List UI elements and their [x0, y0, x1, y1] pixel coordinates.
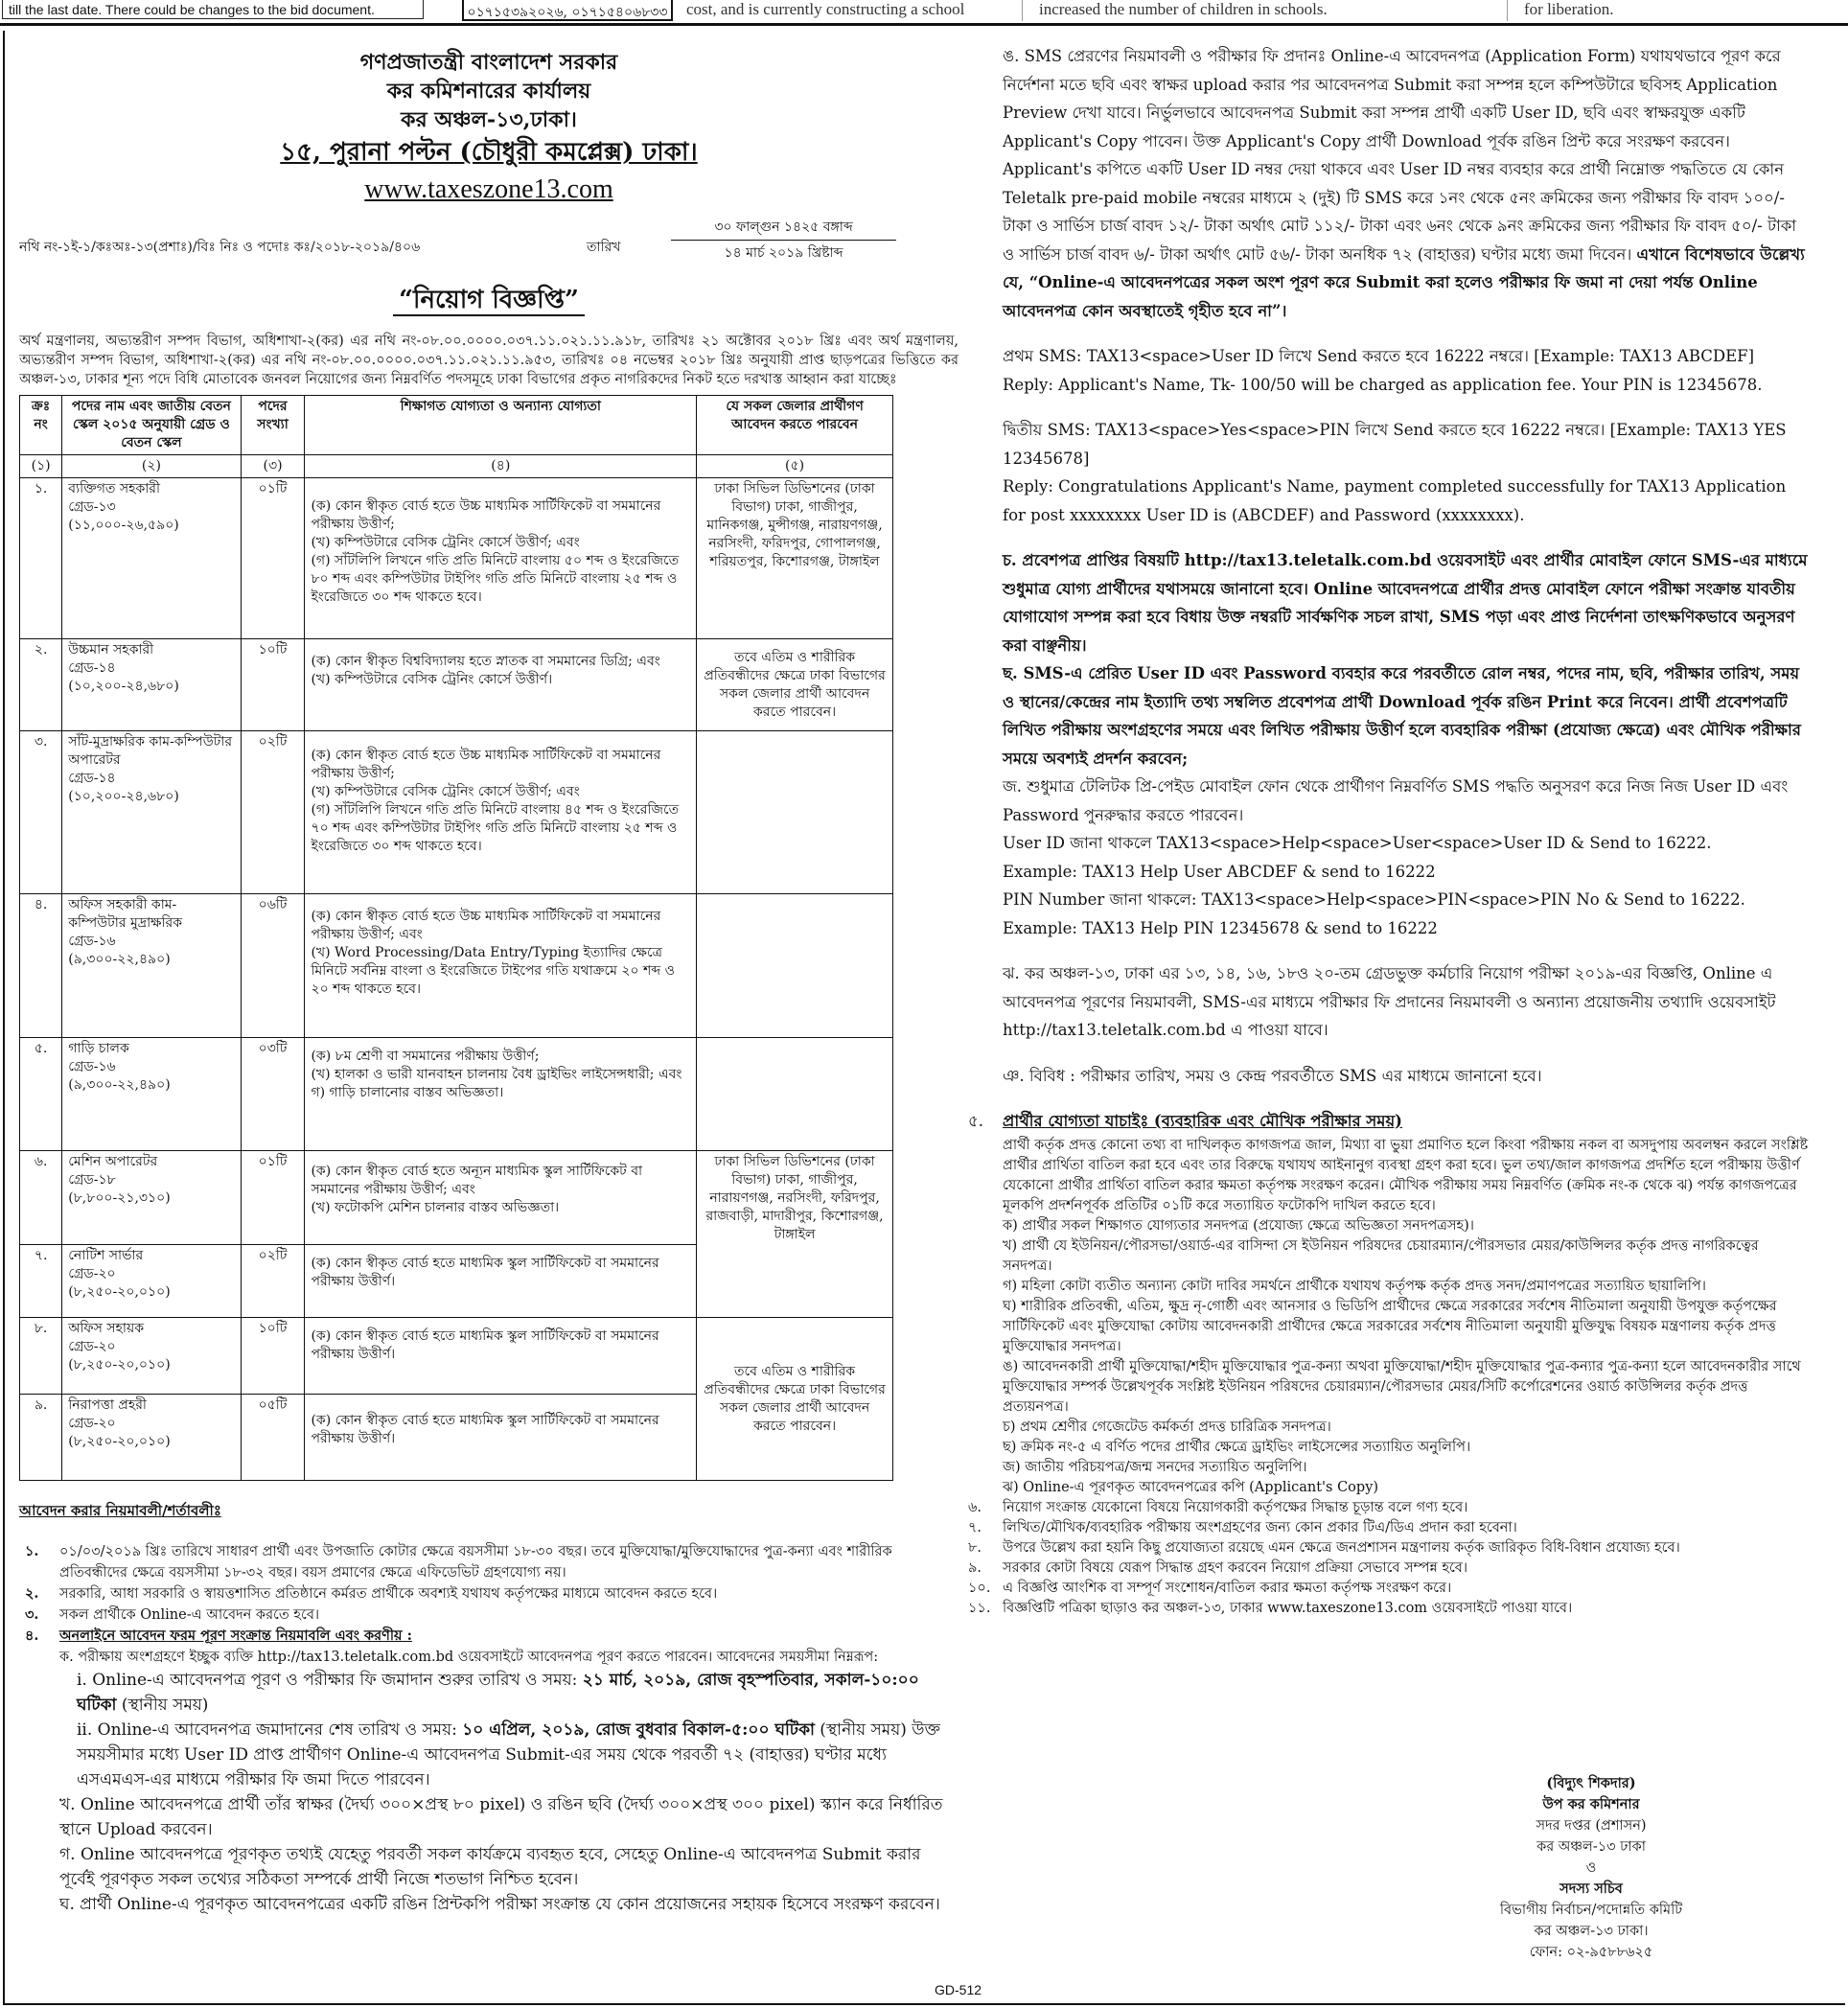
- sms-first: প্রথম SMS: TAX13<space>User ID লিখে Send করতে হবে 16222 নম্বরে। [Example: TAX13 ABCDEF]: [1003, 347, 1755, 365]
- post-grade: গ্রেড-২০: [68, 1266, 116, 1281]
- row-serial: ৩.: [20, 731, 62, 894]
- post-count: ০১টি: [241, 1151, 305, 1245]
- rule-subitem: [19, 1892, 959, 1917]
- district-note: তবে এতিম ও শারীরিক প্রতিবন্ধীদের ক্ষেত্রে ঢাকা বিভাগের সকল জেলার প্রার্থী আবেদন করতে পারবেন।: [704, 1363, 886, 1434]
- doc-item: খ) প্রার্থী যে ইউনিয়ন/পৌরসভা/ওয়ার্ড-এর বাসিন্দা সে ইউনিয়ন পরিষদের চেয়ারম্যান/পৌরসভার মেয়র/কাউন্সিলর কর্তৃক প্রদত্ত নাগরিকত্বের সনদপত্র।: [1003, 1237, 1759, 1274]
- final-item: [968, 1558, 1810, 1579]
- item-number: ৬.: [968, 1499, 982, 1515]
- post-name: উচ্চমান সহকারী: [68, 642, 154, 658]
- post-name: ব্যক্তিগত সহকারী: [68, 481, 161, 496]
- final-item: [968, 1518, 1810, 1538]
- rule-text: খ. Online আবেদনপত্রে প্রার্থী তাঁর স্বাক্ষর (দৈর্ঘ্য ৩০০×প্রস্থ ৮০ pixel) ও রঙিন ছবি (দৈর্ঘ্য ৩০০×প্রস্থ ৩০০ pixel) স্ক্যান করে নির্ধারিত স্থানে Upload করবেন।: [59, 1795, 943, 1839]
- recovery-pin-example: Example: TAX13 Help PIN 12345678 & send to 16222: [1003, 918, 1438, 937]
- post-scale: (৮,২৫০-২০,০১০): [68, 1357, 171, 1373]
- post-scale: (১০,২০০-২৪,৬৮০): [68, 679, 179, 694]
- item-number: ১১.: [968, 1600, 991, 1616]
- rule-text: i. Online-এ আবেদনপত্র পূরণ ও পরীক্ষার ফি জমাদান শুরুর তারিখ ও সময়:: [77, 1671, 578, 1690]
- col-header-qualification: শিক্ষাগত যোগ্যতা ও অন্যান্য যোগ্যতা: [305, 396, 697, 455]
- qualification-cell: [305, 639, 697, 731]
- signature-block: [1486, 1773, 1697, 1963]
- rule-item: [19, 1626, 959, 1647]
- post-name: গাড়ি চালক: [68, 1041, 129, 1056]
- post-grade: গ্রেড-১৪: [68, 660, 116, 676]
- row-serial: ৬.: [20, 1151, 62, 1245]
- phone-box: ০১৭১৫৩৯২০২৬, ০১৭১৫৪০৬৮৩৩: [462, 0, 673, 21]
- post-count: ০১টি: [241, 478, 305, 639]
- reference-row: [19, 215, 959, 270]
- rule-text: ০১/০৩/২০১৯ খ্রিঃ তারিখে সাধারণ প্রার্থী এবং উপজাতি কোটার ক্ষেত্রে বয়সসীমা ১৮-৩০ বছর। তবে মুক্তিযোদ্ধা/মুক্তিযোদ্ধাদের পুত্র-কন্যা এবং শারীরিক প্রতিবন্ধীদের ক্ষেত্রে বয়সসীমা ১৮-৩২ বছর। বয়স প্রমাণের ক্ষেত্রে এফিডেভিট গ্রহণযোগ্য নয়।: [59, 1544, 892, 1581]
- rule-text: (স্থানীয় সময়) উক্ত সময়সীমার মধ্যে User ID প্রাপ্ত প্রার্থীগণ Online-এ আবেদনপত্র Submit-এর সময় থেকে পরবর্তী ৭২ (বাহাত্তর) ঘণ্টার মধ্যে এসএমএস-এর মাধ্যমে পরীক্ষার ফি জমা দিতে পারবেন।: [77, 1720, 941, 1789]
- post-cell: [62, 1318, 241, 1395]
- recovery-paragraph: জ. শুধুমাত্র টেলিটক প্রি-পেইড মোবাইল ফোন থেকে প্রার্থীগণ নিম্নবর্ণিত SMS পদ্ধতি অনুসরণ করে নিজ নিজ User ID এবং Password পুনরুদ্ধার করতে পারবেন।: [1003, 777, 1789, 824]
- col-number: (১): [20, 455, 62, 478]
- row-serial: ১.: [20, 478, 62, 639]
- signatory-committee: বিভাগীয় নির্বাচন/পদোন্নতি কমিটি: [1499, 1903, 1683, 1918]
- qualification-line: (খ) ফটোকপি মেশিন চালনার বাস্তব অভিজ্ঞতা।: [311, 1200, 560, 1215]
- table-row: [20, 1151, 893, 1245]
- signatory-role: সদস্য সচিব: [1559, 1881, 1623, 1897]
- post-count: ০৫টি: [241, 1395, 305, 1481]
- qualification-line: (ক) কোন স্বীকৃত বোর্ড হতে মাধ্যমিক স্কুল সার্টিফিকেট বা সমমানের পরীক্ষায় উত্তীর্ণ।: [311, 1413, 659, 1446]
- office-name: কর কমিশনারের কার্যালয়: [386, 79, 591, 104]
- signatory-phone: ফোন: ০২-৯৫৮৮৬২৫: [1529, 1945, 1653, 1960]
- sms-second-reply: Reply: Congratulations Applicant's Name, payment completed successfully for TAX13 Application for post xxxxxxxx User ID is (ABCDEF) and Password (xxxxxxxx).: [1003, 477, 1787, 524]
- spacer: [968, 1045, 1810, 1062]
- ad-fragment-3: for liberation.: [1524, 0, 1614, 18]
- item-text: নিয়োগ সংক্রান্ত যেকোনো বিষয়ে নিয়োগকারী কর্তৃপক্ষের সিদ্ধান্ত চূড়ান্ত বলে গণ্য হবে।: [1003, 1499, 1468, 1515]
- rule-item: [19, 1541, 959, 1583]
- post-grade: গ্রেড-১৩: [68, 499, 116, 515]
- col-header-serial: ক্রঃ নং: [20, 396, 62, 455]
- sms-rules-paragraph: [968, 42, 1810, 325]
- rule-highlight: ১০ এপ্রিল, ২০১৯, রোজ বুধবার বিকাল-৫:০০ ঘটিকা: [462, 1720, 815, 1740]
- post-count: ১০টি: [241, 1318, 305, 1395]
- post-count: ০৬টি: [241, 894, 305, 1038]
- recovery-pin: PIN Number জানা থাকলে: TAX13<space>Help<space>PIN<space>PIN No & Send to 16222.: [1003, 890, 1745, 909]
- doc-item: গ) মহিলা কোটা ব্যতীত অন্যান্য কোটা দাবির সমর্থনে প্রার্থীকে যথাযথ কর্তৃপক্ষ কর্তৃক প্রদত্ত সনদ/প্রমাণপত্রের সত্যায়িত ছায়ালিপি।: [1003, 1278, 1706, 1294]
- right-column: [968, 42, 1810, 1619]
- rule-subitem: [19, 1792, 959, 1842]
- rule-text: সরকারি, আধা সরকারি ও স্বায়ত্তশাসিত প্রতিষ্ঠানে কর্মরত প্রার্থীকে অবশ্যই যথাযথ কর্তৃপক্ষের মাধ্যমে আবেদন করতে হবে।: [59, 1586, 718, 1602]
- date-block: [671, 215, 896, 265]
- col-header-post: পদের নাম এবং জাতীয় বেতন স্কেল ২০১৫ অনুযায়ী গ্রেড ও বেতন স্কেল: [62, 396, 241, 455]
- post-scale: (৯,৩০০-২২,৪৯০): [68, 1077, 171, 1093]
- qualification-cell: [305, 1395, 697, 1481]
- ad-fragment-1: cost, and is currently constructing a school: [686, 0, 965, 18]
- item-text: এ বিজ্ঞপ্তি আংশিক বা সম্পূর্ণ সংশোধন/বাতিল করার ক্ষমতা কর্তৃপক্ষ সংরক্ষণ করে।: [1003, 1580, 1452, 1596]
- post-count: ০২টি: [241, 1245, 305, 1318]
- post-scale: (১০,২০০-২৪,৬৮০): [68, 789, 179, 804]
- post-name: সাঁট-মুদ্রাক্ষরিক কাম-কম্পিউটার অপারেটর: [68, 734, 233, 768]
- paragraph-emphasis: এখানে বিশেষভাবে উল্লেখ্য যে, “Online-এ আবেদনপত্রের সকল অংশ পূরণ করে Submit করা হলেও পরীক্ষার ফি জমা না দেয়া পর্যন্ত Online আবেদনপত্র কোন অবস্থাতেই গৃহীত হবে না”।: [1003, 244, 1805, 320]
- doc-item: ঙ) আবেদনকারী প্রার্থী মুক্তিযোদ্ধা/শহীদ মুক্তিযোদ্ধার পুত্র-কন্যা অথবা মুক্তিযোদ্ধা/শহীদ মুক্তিযোদ্ধার পুত্র-কন্যার পুত্র-কন্যা হলে আবেদনকারীর সাথে মুক্তিযোদ্ধার সম্পর্ক উল্লেখপূর্বক সংশ্লিষ্ট ইউনিয়ন পরিষদের চেয়ারম্যান/পৌরসভার মেয়র/সিটি কর্পোরেশনের ওয়ার্ড কাউন্সিলর কর্তৃক প্রদত্ত প্রত্যয়নপত্র।: [1003, 1358, 1801, 1415]
- item-number: ৯.: [968, 1559, 982, 1576]
- district-note: তবে এতিম ও শারীরিক প্রতিবন্ধীদের ক্ষেত্রে ঢাকা বিভাগের সকল জেলার প্রার্থী আবেদন করতে পারবেন।: [704, 649, 886, 720]
- spacer: [968, 1090, 1810, 1107]
- admit-card-paragraph: চ. প্রবেশপত্র প্রাপ্তির বিষয়টি http://tax13.teletalk.com.bd ওয়েবসাইট এবং প্রার্থীর মোবাইল ফোনে SMS-এর মাধ্যমে শুধুমাত্র যোগ্য প্রার্থীদের যথাসময়ে জানানো হবে। Online আবেদনপত্রে প্রার্থীর প্রদত্ত মোবাইল ফোনে পরীক্ষা সংক্রান্ত যাবতীয় যোগাযোগ সম্পন্ন করা হবে বিধায় উক্ত নম্বরটি সার্বক্ষণিক সচল রাখা, SMS পড়া এবং প্রাপ্ত নির্দেশনা তাৎক্ষণিকভাবে অনুসরণ করা বাঞ্ছনীয়।: [1003, 551, 1808, 655]
- qualification-line: (খ) কম্পিউটারে বেসিক ট্রেনিং কোর্সে উত্তীর্ণ; এবং: [311, 535, 580, 550]
- post-name: অফিস সহায়ক: [68, 1321, 145, 1336]
- spacer: [968, 942, 1810, 959]
- intro-paragraph: অর্থ মন্ত্রণালয়, অভ্যন্তরীণ সম্পদ বিভাগ, অধিশাখা-২(কর) এর নথি নং-০৮.০০.০০০০.০৩৭.১১.০২১.১১.৯১৮, তারিখঃ ২১ অক্টোবর ২০১৮ খ্রিঃ এবং অর্থ মন্ত্রণালয়, অভ্যন্তরীণ সম্পদ বিভাগ, অধিশাখা-২(কর) এর নথি নং-০৮.০০.০০০০.০৩৭.১১.০২১.১১.৯৫৩, তারিখঃ ০৪ নভেম্বর ২০১৮ খ্রিঃ অনুযায়ী প্রাপ্ত ছাড়পত্রের ভিত্তিতে কর অঞ্চল-১৩, ঢাকার শূন্য পদে বিধি মোতাবেক জনবল নিয়োগের জন্য নিম্নবর্ণিত পদসমূহে ঢাকা বিভাগের প্রকৃত নাগরিকদের নিকট হতে দরখাস্ত আহ্বান করা যাচ্ছেঃ: [19, 334, 959, 387]
- recovery-userid: User ID জানা থাকলে TAX13<space>Help<space>User<space>User ID & Send to 16222.: [1003, 834, 1712, 852]
- post-grade: গ্রেড-২০: [68, 1339, 116, 1354]
- table-row: [20, 1038, 893, 1151]
- section-5-text: প্রার্থী কর্তৃক প্রদত্ত কোনো তথ্য বা দাখিলকৃত কাগজপত্র জাল, মিথ্যা বা ভুয়া প্রমাণিত হলে কিংবা পরীক্ষায় নকল বা অসদুপায় অবলম্বন করলে সংশ্লিষ্ট প্রার্থীর প্রার্থিতা বাতিল করা হবে এবং তার বিরুদ্ধে যথাযথ আইনানুগ ব্যবস্থা গ্রহণ করা হবে। ভুল তথ্য/জাল কাগজপত্র প্রদর্শিত হলে পরীক্ষায় উত্তীর্ণ যেকোনো প্রার্থীর প্রার্থিতা বাতিল করার ক্ষমতা কর্তৃপক্ষ সংরক্ষণ করেন। মৌখিক পরীক্ষায় সময় নিম্নবর্ণিত (ক্রমিক নং-ক থেকে ঝ) পর্যন্ত কাগজপত্রের মূলকপি প্রদর্শনপূর্বক প্রতিটির ০১টি করে সত্যায়িত ফটোকপি দাখিল করতে হবে।: [1003, 1137, 1809, 1213]
- col-number: (২): [62, 455, 241, 478]
- district-cell: ঢাকা সিভিল ডিভিশনের (ঢাকা বিভাগ) ঢাকা, গাজীপুর, নারায়ণগঞ্জ, নরসিংদী, ফরিদপুর, রাজবাড়ী, মাদারীপুর, কিশোরগঞ্জ, টাঙ্গাইল: [697, 1151, 893, 1318]
- post-cell: [62, 894, 241, 1038]
- post-grade: গ্রেড-২০: [68, 1416, 116, 1431]
- post-name: অফিস সহকারী কাম-কম্পিউটার মুদ্রাক্ষরিক: [68, 897, 182, 931]
- post-name: নিরাপত্তা প্রহরী: [68, 1397, 147, 1413]
- post-cell: [62, 478, 241, 639]
- signatory-zone: কর অঞ্চল-১৩ ঢাকা: [1536, 1839, 1646, 1855]
- section-5: [968, 1107, 1810, 1498]
- item-text: উপরে উল্লেখ করা হয়নি কিছু প্রযোজ্যতা রয়েছে এমন ক্ষেত্রে জনপ্রশাসন মন্ত্রণালয় কর্তৃক জারিকৃত বিধি-বিধান প্রযোজ্য হবে।: [1003, 1539, 1680, 1556]
- post-count: ১০টি: [241, 639, 305, 731]
- bid-note: till the last date. There could be changes to the bid document.: [2, 0, 424, 19]
- table-row: [20, 731, 893, 894]
- final-item: [968, 1538, 1810, 1558]
- rule-number: ৩.: [25, 1606, 39, 1623]
- post-cell: [62, 731, 241, 894]
- final-item: [968, 1599, 1810, 1619]
- top-strip: [0, 0, 1848, 21]
- zone-name: কর অঞ্চল-১৩,ঢাকা।: [401, 107, 577, 132]
- rule-text: (স্থানীয় সময়): [121, 1696, 209, 1715]
- notice-title: “নিয়োগ বিজ্ঞপ্তি”: [19, 280, 959, 322]
- district-cell: [697, 731, 893, 894]
- rule-item: [19, 1583, 959, 1604]
- item-number: ১০.: [968, 1580, 991, 1596]
- spacer: [968, 325, 1810, 342]
- item-text: বিজ্ঞপ্তিটি পত্রিকা ছাড়াও কর অঞ্চল-১৩, ঢাকার www.taxeszone13.com ওয়েবসাইটে পাওয়া যাবে।: [1003, 1600, 1573, 1616]
- section-number: ৫.: [968, 1112, 983, 1130]
- post-count: ০৩টি: [241, 1038, 305, 1151]
- rule-text: ঘ. প্রার্থী Online-এ পূরণকৃত আবেদনপত্রের একটি রঙিন প্রিন্টকপি পরীক্ষা সংক্রান্ত যে কোন প্রয়োজনের সহায়ক হিসেবে সংরক্ষণ করবেন।: [59, 1895, 940, 1914]
- table-row: [20, 894, 893, 1038]
- post-grade: গ্রেড-১৮: [68, 1172, 116, 1188]
- table-row: [20, 478, 893, 639]
- district-cell: ঢাকা সিভিল ডিভিশনের (ঢাকা বিভাগ) ঢাকা, গাজীপুর, মানিকগঞ্জ, মুন্সীগঞ্জ, নারায়ণগঞ্জ, নরসিংদী, ফরিদপুর, গোপালগঞ্জ, শরিয়তপুর, কিশোরগঞ্জ, টাঙ্গাইল: [697, 478, 893, 639]
- qualification-cell: [305, 1151, 697, 1245]
- date-bangla: ৩০ ফাল্গুন ১৪২৫ বঙ্গাব্দ: [671, 215, 896, 241]
- qualification-cell: [305, 1318, 697, 1395]
- qualification-line: (ক) কোন স্বীকৃত বোর্ড হতে মাধ্যমিক স্কুল সার্টিফিকেট বা সমমানের পরীক্ষায় উত্তীর্ণ।: [311, 1328, 659, 1362]
- post-cell: [62, 639, 241, 731]
- website-info-paragraph: ঝ. কর অঞ্চল-১৩, ঢাকা এর ১৩, ১৪, ১৬, ১৮ও ২০-তম গ্রেডভুক্ত কর্মচারি নিয়োগ পরীক্ষা ২০১৯-এর বিজ্ঞপ্তি, Online এ আবেদনপত্র পূরণের নিয়মাবলী, SMS-এর মাধ্যমে পরীক্ষার ফি প্রদানের নিয়মাবলী ও অন্যান্য প্রয়োজনীয় তথ্যাদি ওয়েবসাইট http://tax13.teletalk.com.bd এ পাওয়া যাবে।: [1003, 964, 1776, 1039]
- ad-fragment-2: increased the number of children in schools.: [1039, 0, 1328, 18]
- sms-first-reply: Reply: Applicant's Name, Tk- 100/50 will be charged as application fee. Your PIN is 12345678.: [1003, 375, 1763, 394]
- signatory-title: উপ কর কমিশনার: [1542, 1796, 1640, 1812]
- row-serial: ৮.: [20, 1318, 62, 1395]
- post-cell: [62, 1245, 241, 1318]
- row-serial: ৯.: [20, 1395, 62, 1481]
- rules-title: আবেদন করার নিয়মাবলী/শর্তাবলীঃ: [19, 1502, 221, 1519]
- rule-item: [19, 1604, 959, 1626]
- qualification-line: (ক) ৮ম শ্রেণী বা সমমানের পরীক্ষায় উত্তীর্ণ;: [311, 1049, 540, 1064]
- paragraph-text: ঙ. SMS প্রেরণের নিয়মাবলী ও পরীক্ষার ফি প্রদানঃ Online-এ আবেদনপত্র (Application Form) যথাযথভাবে পূরণ করে নির্দেশনা মতে ছবি এবং স্বাক্ষর upload করার পর আবেদনপত্র Submit করা সম্পন্ন হলে কম্পিউটারে ছবিসহ Application Preview দেখা যাবে। নির্ভুলভাবে আবেদনপত্র Submit করা সম্পন্ন প্রার্থী একটি User ID, ছবি এবং স্বাক্ষরযুক্ত একটি Applicant's Copy পাবেন। উক্ত Applicant's Copy প্রার্থী Download পূর্বক রঙিন প্রিন্ট করে সংরক্ষণ করবেন। Applicant's কপিতে একটি User ID নম্বর দেয়া থাকবে এবং User ID নম্বর ব্যবহার করে প্রার্থী নিম্নোক্ত পদ্ধতিতে যে কোন Teletalk pre-paid mobile নম্বরের মাধ্যমে ২ (দুই) টি SMS করে ১নং থেকে ৫নং ক্রমিকের জন্য পরীক্ষার ফি বাবদ ১০০/- টাকা ও সার্ভিস চার্জ বাবদ ১২/- টাকা অর্থাৎ মোট ১১২/- টাকা এবং ৬নং থেকে ৯নং ক্রমিকের জন্য পরীক্ষার ফি বাবদ ৫০/- টাকা ও সার্ভিস চার্জ বাবদ ৬/- টাকা অর্থাৎ মোট ৫৬/- টাকা অনধিক ৭২ (বাহাত্তর) ঘণ্টার মধ্যে জমা দিবেন।: [1003, 47, 1797, 264]
- qualification-line: (ক) কোন স্বীকৃত বোর্ড হতে উচ্চ মাধ্যমিক সার্টিফিকেট বা সমমানের পরীক্ষায় উত্তীর্ণ; এবং: [311, 909, 661, 942]
- row-serial: ৫.: [20, 1038, 62, 1151]
- divider: [1507, 0, 1508, 21]
- qualification-line: (ক) কোন স্বীকৃত বোর্ড হতে মাধ্যমিক স্কুল সার্টিফিকেট বা সমমানের পরীক্ষায় উত্তীর্ণ।: [311, 1256, 659, 1289]
- rule-number: ১.: [25, 1543, 39, 1559]
- rule-text: গ. Online আবেদনপত্রে পূরণকৃত তথ্যই যেহেতু পরবর্তী সকল কার্যক্রমে ব্যবহৃত হবে, সেহেতু Online-এ আবেদনপত্র Submit করার পূর্বেই পূরণকৃত সকল তথ্যের সঠিকতা সম্পর্কে প্রার্থী নিজে শতভাগ নিশ্চিত হবেন।: [59, 1845, 921, 1889]
- qualification-line: (খ) কম্পিউটারে বেসিক ট্রেনিং কোর্সে উত্তীর্ণ।: [311, 672, 553, 687]
- rule-text: সকল প্রার্থীকে Online-এ আবেদন করতে হবে।: [59, 1607, 320, 1623]
- doc-item: ঝ) Online-এ পূরণকৃত আবেদনপত্রের কপি (Applicant's Copy): [1003, 1479, 1379, 1495]
- post-scale: (৮,৮০০-২১,৩১০): [68, 1190, 171, 1206]
- col-number: (৫): [697, 455, 893, 478]
- qualification-line: (ক) কোন স্বীকৃত বোর্ড হতে অন্যূন মাধ্যমিক স্কুল সার্টিফিকেট বা সমমানের পরীক্ষায় উত্তীর্ণ; এবং: [311, 1164, 643, 1197]
- post-scale: (৯,৩০০-২২,৪৯০): [68, 952, 171, 967]
- qualification-cell: [305, 894, 697, 1038]
- signatory-dept: সদর দপ্তর (প্রশাসন): [1536, 1818, 1647, 1834]
- rule-text: ii. Online-এ আবেদনপত্র জমাদানের শেষ তারিখ ও সময়:: [77, 1720, 457, 1740]
- office-header: [19, 48, 959, 209]
- qualification-cell: [305, 1038, 697, 1151]
- date-label: তারিখ: [587, 240, 621, 255]
- rule-subitem: [19, 1842, 959, 1892]
- col-number: (৪): [305, 455, 697, 478]
- divider: [1022, 0, 1023, 21]
- item-text: লিখিত/মৌখিক/ব্যবহারিক পরীক্ষায় অংশগ্রহণের জন্য কোন প্রকার টিএ/ডিএ প্রদান করা হবেনা।: [1003, 1519, 1517, 1535]
- admit-download-paragraph: ছ. SMS-এ প্রেরিত User ID এবং Password ব্যবহার করে পরবর্তীতে রোল নম্বর, পদের নাম, ছবি, পরীক্ষার তারিখ, সময় ও স্থানের/কেন্দ্রের নাম ইত্যাদি তথ্য সম্বলিত প্রবেশপত্র প্রার্থী Download পূর্বক রঙিন Print করে নিবেন। প্রার্থী প্রবেশপত্রটি লিখিত পরীক্ষায় অংশগ্রহণের সময়ে এবং লিখিত পরীক্ষায় উত্তীর্ণ হলে ব্যবহারিক পরীক্ষা (প্রযোজ্য ক্ষেত্রে) এবং মৌখিক পরীক্ষার সময়ে অবশ্যই প্রদর্শন করবেন;: [1003, 664, 1801, 768]
- post-grade: গ্রেড-১৬: [68, 1059, 116, 1074]
- rule-subitem: [19, 1718, 959, 1792]
- doc-item: চ) প্রথম শ্রেণীর গেজেটেড কর্মকর্তা প্রদত্ত চারিত্রিক সনদপত্র।: [1003, 1419, 1331, 1435]
- row-serial: ২.: [20, 639, 62, 731]
- qualification-line: (খ) Word Processing/Data Entry/Typing ইত্যাদির ক্ষেত্রে মিনিটে সর্বনিম্ন বাংলা ও ইংরেজিতে টাইপের গতি যথাক্রমে ২০ শব্দ ও ২০ শব্দ থাকতে হবে।: [311, 945, 675, 997]
- spacer: [968, 399, 1810, 416]
- posts-table: [19, 395, 893, 1481]
- rule-highlight: ২১ মার্চ, ২০১৯, রোজ বৃহস্পতিবার, সকাল-১০:০০ ঘটিকা: [77, 1671, 919, 1715]
- post-scale: (৮,২৫০-২০,০১০): [68, 1434, 171, 1449]
- doc-item: ছ) ক্রমিক নং-৫ এ বর্ণিত পদের প্রার্থীর ক্ষেত্রে ড্রাইভিং লাইসেন্সের সত্যায়িত অনুলিপি।: [1003, 1439, 1471, 1455]
- date-english: ১৪ মার্চ ২০১৯ খ্রিষ্টাব্দ: [724, 245, 843, 261]
- rule-number: ২.: [25, 1585, 39, 1602]
- rule-subitem: [19, 1668, 959, 1718]
- rule-number: ৪.: [25, 1627, 39, 1644]
- spacer: [968, 529, 1810, 546]
- col-header-districts: যে সকল জেলার প্রার্থীগণ আবেদন করতে পারবেন: [697, 396, 893, 455]
- district-cell: [697, 1318, 893, 1481]
- district-cell: [697, 639, 893, 731]
- qualification-line: (ক) কোন স্বীকৃত বিশ্ববিদ্যালয় হতে স্নাতক বা সমমানের ডিগ্রি; এবং: [311, 654, 660, 669]
- sms-second: দ্বিতীয় SMS: TAX13<space>Yes<space>PIN লিখে Send করতে হবে 16222 নম্বরে। [Example: TAX13 YES 12345678]: [1003, 421, 1787, 468]
- row-serial: ৪.: [20, 894, 62, 1038]
- top-rule: [0, 23, 1848, 26]
- recovery-userid-example: Example: TAX13 Help User ABCDEF & send to 16222: [1003, 862, 1436, 881]
- qualification-line: (ক) কোন স্বীকৃত বোর্ড হতে উচ্চ মাধ্যমিক সার্টিফিকেট বা সমমানের পরীক্ষায় উত্তীর্ণ;: [311, 748, 661, 781]
- website-link[interactable]: www.taxeszone13.com: [364, 174, 613, 204]
- section-5-title: প্রার্থীর যোগ্যতা যাচাইঃ (ব্যবহারিক এবং মৌখিক পরীক্ষার সময়): [1003, 1112, 1402, 1130]
- post-cell: [62, 1038, 241, 1151]
- final-item: [968, 1579, 1810, 1599]
- post-grade: গ্রেড-১৬: [68, 934, 116, 949]
- qualification-line: (গ) সাঁটলিপি লিখনে গতি প্রতি মিনিটে বাংলায় ৫০ শব্দ ও ইংরেজিতে ৮০ শব্দ এবং কম্পিউটার টাইপিং গতি প্রতি মিনিটে বাংলায় ২৫ শব্দ ও ইংরেজিতে ৩০ শব্দ থাকতে হবে।: [311, 553, 680, 605]
- table-row: [20, 639, 893, 731]
- item-text: সরকার কোটা বিষয়ে যেরূপ সিদ্ধান্ত গ্রহণ করবেন নিয়োগ প্রক্রিয়া সেভাবে সম্পন্ন হবে।: [1003, 1559, 1468, 1576]
- post-count: ০২টি: [241, 731, 305, 894]
- signatory-name: (বিদ্যুৎ শিকদার): [1546, 1775, 1636, 1791]
- post-cell: [62, 1395, 241, 1481]
- item-number: ৮.: [968, 1539, 982, 1556]
- qualification-line: গ) গাড়ি চালানোর বাস্তব অভিজ্ঞতা।: [311, 1085, 504, 1100]
- qualification-line: (গ) সাঁটলিপি লিখনে গতি প্রতি মিনিটে বাংলায় ৪৫ শব্দ ও ইংরেজিতে ৭০ শব্দ এবং কম্পিউটার টাইপিং গতি প্রতি মিনিটে বাংলায় ২৫ শব্দ ও ইংরেজিতে ৩০ শব্দ থাকতে হবে।: [311, 802, 680, 854]
- post-name: মেশিন অপারেটর: [68, 1154, 158, 1169]
- rule-text: অনলাইনে আবেদন ফরম পূরণ সংক্রান্ত নিয়মাবলি এবং করণীয় :: [59, 1627, 412, 1644]
- gov-name: গণপ্রজাতন্ত্রী বাংলাদেশ সরকার: [359, 50, 618, 75]
- signatory-and: ও: [1585, 1860, 1597, 1876]
- col-header-count: পদের সংখ্যা: [241, 396, 305, 455]
- qualification-line: (খ) কম্পিউটারে বেসিক ট্রেনিং কোর্সে উত্তীর্ণ; এবং: [311, 784, 580, 799]
- qualification-cell: [305, 1245, 697, 1318]
- signatory-zone-2: কর অঞ্চল-১৩ ঢাকা।: [1534, 1924, 1649, 1939]
- post-grade: গ্রেড-১৪: [68, 771, 116, 786]
- qualification-cell: [305, 478, 697, 639]
- doc-item: জ) জাতীয় পরিচয়পত্র/জন্ম সনদের সত্যায়িত অনুলিপি।: [1003, 1459, 1307, 1475]
- post-scale: (৮,২৫০-২০,০১০): [68, 1284, 171, 1300]
- qualification-line: (খ) হালকা ও ভারী যানবাহন চালনায় বৈধ ড্রাইভিং লাইসেন্সধারী; এবং: [311, 1067, 682, 1082]
- doc-item: ঘ) শারীরিক প্রতিবন্ধী, এতিম, ক্ষুদ্র নৃ-গোষ্ঠী এবং আনসার ও ভিডিপি প্রার্থীদের ক্ষেত্রে সরকারের সর্বশেষ নীতিমালা অনুযায়ী উপযুক্ত কর্তৃপক্ষের সার্টিফিকেট এবং মুক্তিযোদ্ধা কোটায় আবেদনকারী প্রার্থীদের ক্ষেত্রে সরকারের সর্বশেষ নীতিমালা অনুযায়ী মুক্তিযুদ্ধ বিষয়ক মন্ত্রণালয় কর্তৃক প্রদত্ত মুক্তিযোদ্ধার সনদপত্র।: [1003, 1298, 1777, 1354]
- item-number: ৭.: [968, 1519, 982, 1535]
- rule-text: ক. পরীক্ষায় অংশগ্রহণে ইচ্ছুক ব্যক্তি http://tax13.teletalk.com.bd ওয়েবসাইটে আবেদনপত্র পূরণ করতে পারবেন। আবেদনের সময়সীমা নিম্নরূপ:: [59, 1650, 879, 1665]
- post-name: নোটিশ সার্ভার: [68, 1248, 144, 1263]
- qualification-line: (ক) কোন স্বীকৃত বোর্ড হতে উচ্চ মাধ্যমিক সার্টিফিকেট বা সমমানের পরীক্ষায় উত্তীর্ণ;: [311, 498, 661, 532]
- post-cell: [62, 1151, 241, 1245]
- district-cell: [697, 1038, 893, 1151]
- office-address: ১৫, পুরানা পল্টন (চৌধুরী কমপ্লেক্স) ঢাকা।: [280, 138, 698, 167]
- file-number: নথি নং-১ই-১/কঃঅঃ-১৩(প্রশাঃ)/বিঃ নিঃ ও পদোঃ কঃ/২০১৮-২০১৯/৪০৬: [19, 240, 421, 255]
- table-row: [20, 1318, 893, 1395]
- doc-item: ক) প্রার্থীর সকল শিক্ষাগত যোগ্যতার সনদপত্র (প্রযোজ্য ক্ষেত্রে অভিজ্ঞতা সনদপত্রসহ)।: [1003, 1217, 1474, 1234]
- qualification-cell: [305, 731, 697, 894]
- district-cell: [697, 894, 893, 1038]
- misc-paragraph: ঞ. বিবিধ : পরীক্ষার তারিখ, সময় ও কেন্দ্র পরবর্তীতে SMS এর মাধ্যমে জানানো হবে।: [1003, 1066, 1542, 1085]
- left-column: [19, 40, 959, 1917]
- final-item: [968, 1498, 1810, 1518]
- rules-list: [19, 1530, 959, 1917]
- footer-code: GD-512: [935, 1982, 982, 1997]
- col-number: (৩): [241, 455, 305, 478]
- row-serial: ৭.: [20, 1245, 62, 1318]
- post-scale: (১১,০০০-২৬,৫৯০): [68, 518, 179, 533]
- rule-subitem: [19, 1647, 959, 1668]
